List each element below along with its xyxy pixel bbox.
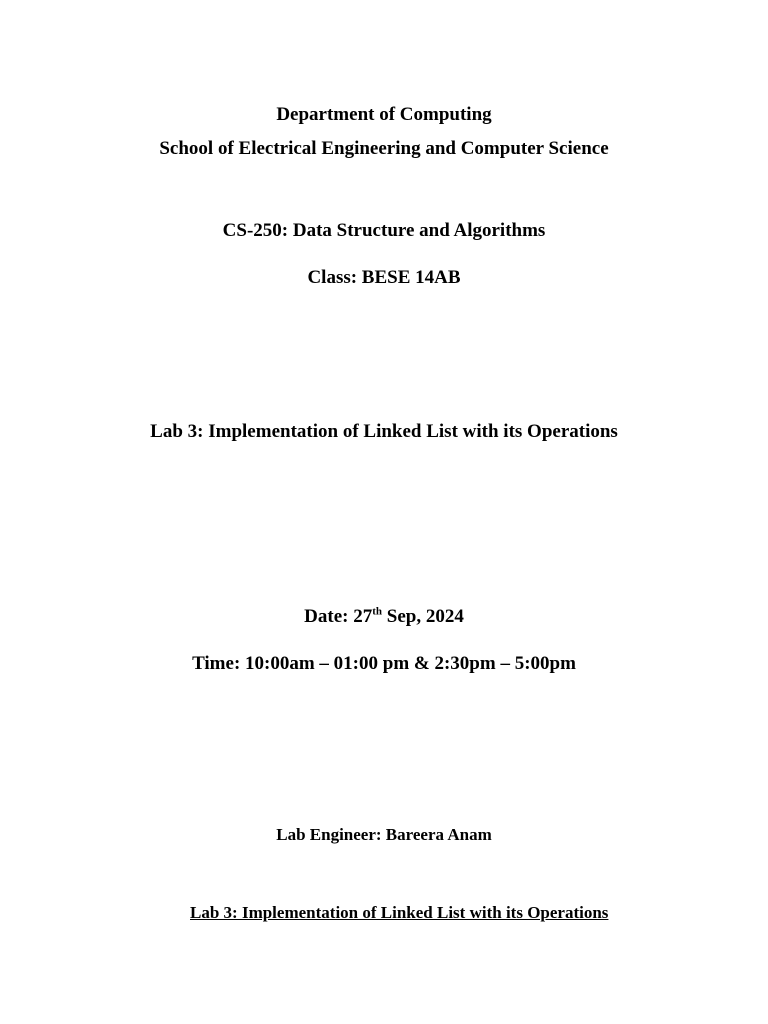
date-line (0, 607, 768, 626)
lab-engineer: Lab Engineer: Bareera Anam (276, 825, 492, 844)
section-heading-text: Lab 3: Implementation of Linked List with its Operations (190, 903, 609, 922)
school-heading: School of Electrical Engineering and Computer Science (159, 138, 609, 159)
date-suffix: Sep, 2024 (382, 606, 464, 627)
class-label: Class: BESE 14AB (307, 267, 461, 288)
date-ordinal-suffix: th (372, 605, 382, 618)
course-title: CS-250: Data Structure and Algorithms (222, 220, 546, 241)
time-line: Time: 10:00am – 01:00 pm & 2:30pm – 5:00pm (192, 653, 576, 674)
lab-title: Lab 3: Implementation of Linked List with its Operations (150, 421, 618, 442)
section-heading (190, 904, 608, 921)
date-prefix: Date: 27 (304, 606, 373, 627)
department-heading: Department of Computing (276, 104, 492, 125)
